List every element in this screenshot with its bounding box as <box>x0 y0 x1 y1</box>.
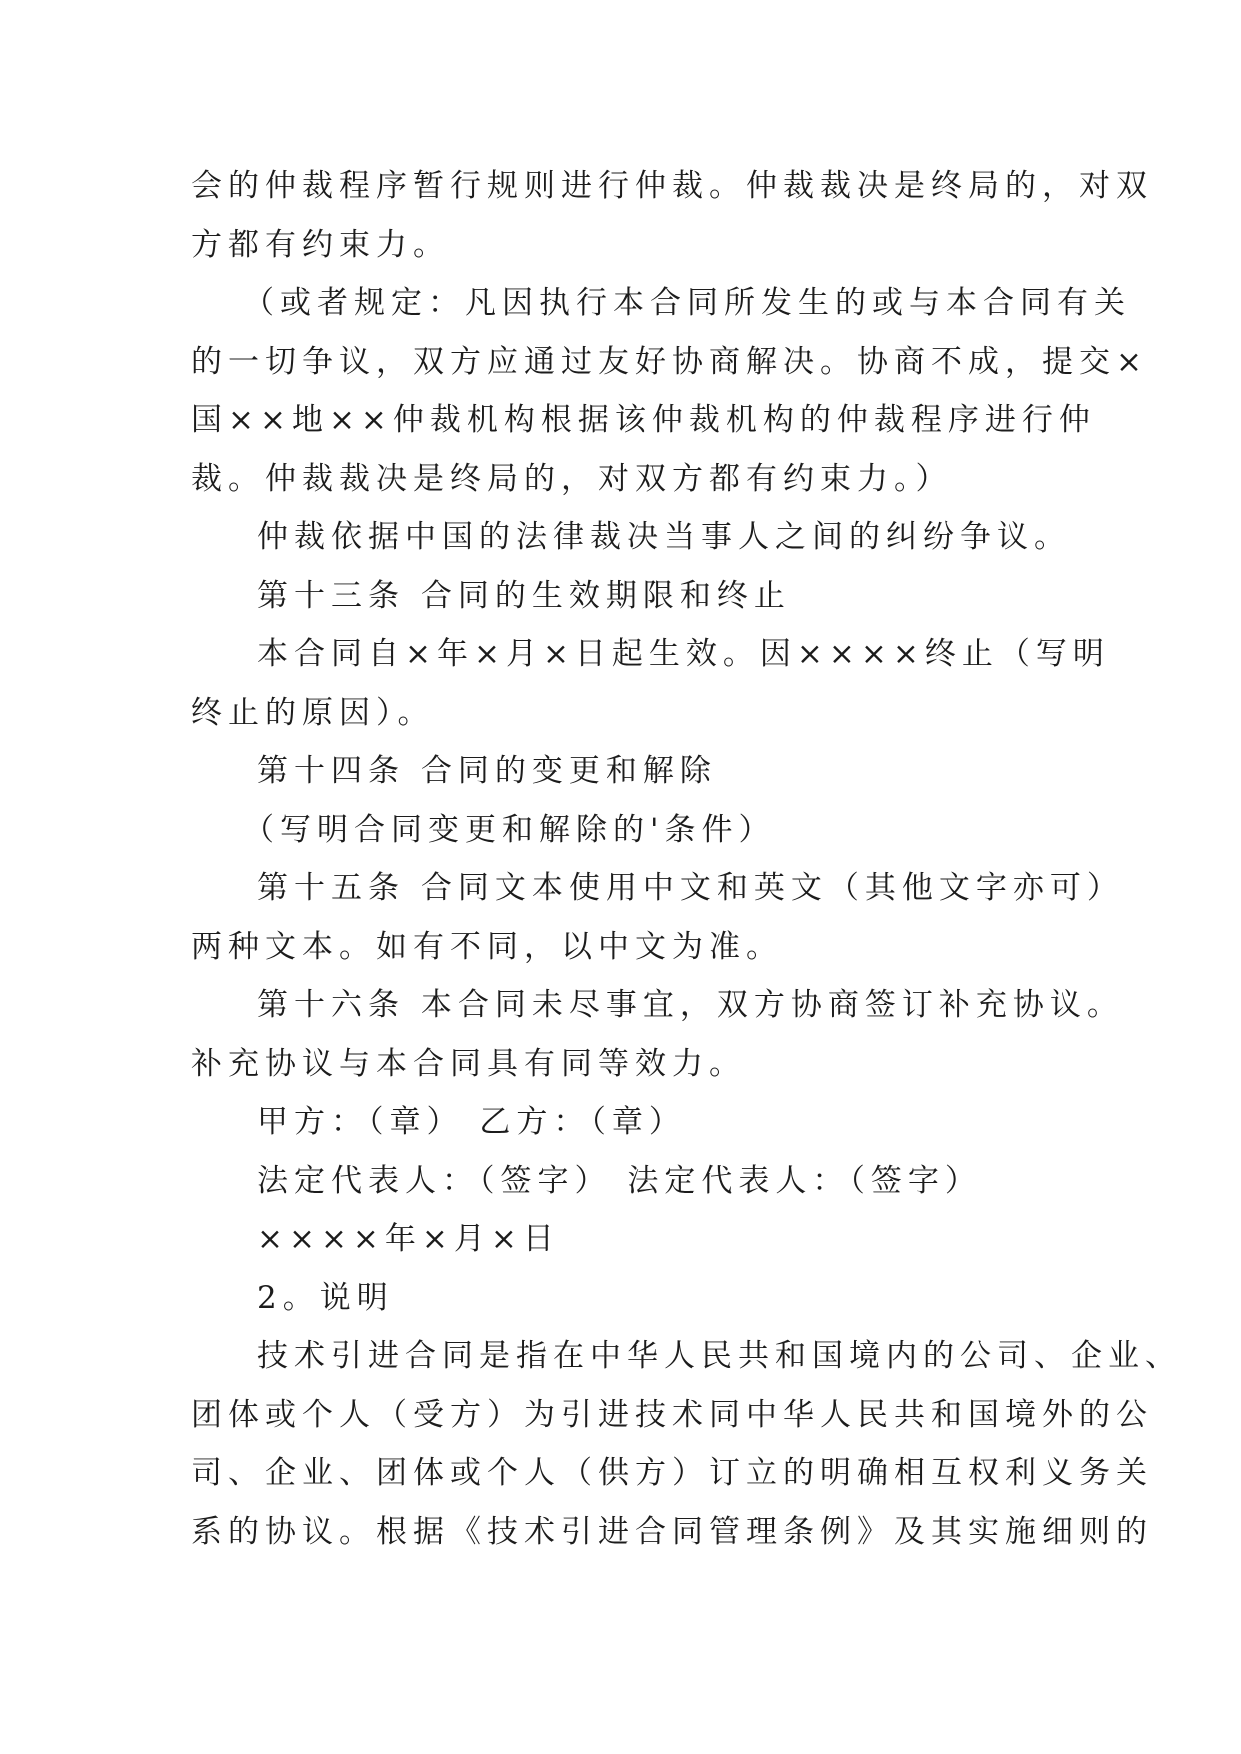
text-line: 司、企业、团体或个人（供方）订立的明确相互权利义务关 <box>191 1455 1153 1491</box>
text-line: 方都有约束力。 <box>191 226 450 263</box>
text-line: 仲裁依据中国的法律裁决当事人之间的纠纷争议。 <box>257 519 1071 555</box>
text-line: 会的仲裁程序暂行规则进行仲裁。仲裁裁决是终局的，对双 <box>191 168 1153 204</box>
article-heading: 第十三条 合同的生效期限和终止 <box>257 577 791 614</box>
text-line: （写明合同变更和解除的'条件） <box>243 811 776 848</box>
signature-line-seal: 甲方：（章） 乙方：（章） <box>257 1104 686 1140</box>
text-line: 技术引进合同是指在中华人民共和国境内的公司、企业、 <box>257 1338 1182 1374</box>
article-heading: 第十五条 合同文本使用中文和英文（其他文字亦可） <box>257 870 1124 906</box>
text-line: 团体或个人（受方）为引进技术同中华人民共和国境外的公 <box>191 1396 1153 1433</box>
text-line: 系的协议。根据《技术引进合同管理条例》及其实施细则的 <box>191 1513 1153 1550</box>
signature-date: ××××年×月×日 <box>257 1221 560 1257</box>
text-line: （或者规定：凡因执行本合同所发生的或与本合同有关 <box>243 285 1131 321</box>
text-line: 的一切争议，双方应通过友好协商解决。协商不成，提交× <box>191 343 1148 380</box>
text-line: 补充协议与本合同具有同等效力。 <box>191 1045 746 1082</box>
text-line: 本合同自×年×月×日起生效。因××××终止（写明 <box>257 636 1110 672</box>
text-line: 两种文本。如有不同，以中文为准。 <box>191 928 783 965</box>
document-page <box>191 157 1182 1561</box>
signature-line-representative: 法定代表人：（签字） 法定代表人：（签字） <box>257 1162 982 1199</box>
article-heading: 第十六条 本合同未尽事宜，双方协商签订补充协议。 <box>257 987 1124 1023</box>
section-heading: 2。说明 <box>257 1279 394 1316</box>
text-line: 裁。仲裁裁决是终局的，对双方都有约束力。） <box>191 460 953 497</box>
text-line: 终止的原因）。 <box>191 694 435 731</box>
text-line: 国××地××仲裁机构根据该仲裁机构的仲裁程序进行仲 <box>191 402 1096 438</box>
article-heading: 第十四条 合同的变更和解除 <box>257 753 717 789</box>
